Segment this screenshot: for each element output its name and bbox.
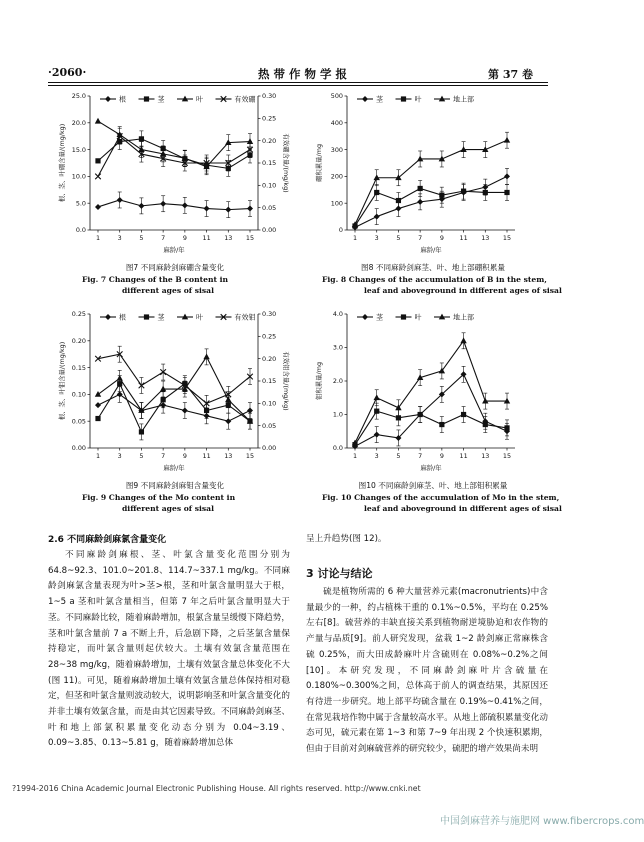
x-tick-label: 13 <box>481 234 490 242</box>
y-tick-label-right: 0.20 <box>262 136 277 145</box>
x-tick-label: 5 <box>139 452 144 460</box>
y-tick-label-left: 10.0 <box>71 172 86 181</box>
chart-fig7 <box>48 90 298 264</box>
x-axis-label: 麻龄/年 <box>420 246 442 254</box>
y-axis-label-left: 根、茎、叶硼含量/(mg/kg) <box>58 123 66 203</box>
data-point <box>95 174 101 180</box>
x-tick-label: 11 <box>459 452 468 460</box>
x-tick-label: 7 <box>418 452 423 460</box>
x-tick-label: 15 <box>502 234 512 242</box>
data-point <box>225 418 231 424</box>
y-tick-label-left: 200 <box>330 172 343 181</box>
x-axis-label: 麻龄/年 <box>163 464 185 472</box>
chart-fig9 <box>48 308 298 482</box>
header-rule-thick <box>48 82 548 83</box>
y-tick-label-left: 0 <box>338 226 343 235</box>
fig9-caption-en-line1: Fig. 9 Changes of the Mo content in <box>82 493 236 502</box>
data-point <box>374 394 380 400</box>
page-number: ·2060· <box>48 66 87 79</box>
fig7-caption-en-line1: Fig. 7 Changes of the B content in <box>82 275 229 284</box>
y-tick-label-left: 0.00 <box>71 444 86 453</box>
y-axis-label-right: 有效硼含量/(mg/kg) <box>282 133 290 193</box>
data-point <box>247 206 253 212</box>
series-2 <box>352 132 510 227</box>
series-line <box>98 357 250 421</box>
data-point <box>95 402 101 408</box>
data-point <box>439 193 444 198</box>
y-axis-label-left: 硼积累量/mg <box>315 144 323 182</box>
y-tick-label-left: 500 <box>330 92 343 101</box>
y-tick-label-left: 0.0 <box>332 444 343 453</box>
x-tick-label: 11 <box>202 452 211 460</box>
legend-label: 根 <box>119 313 126 322</box>
data-point <box>204 206 210 212</box>
legend-label: 地上部 <box>453 95 474 104</box>
y-tick-label-right: 0.25 <box>262 114 277 123</box>
x-tick-label: 1 <box>352 234 358 242</box>
y-tick-label-left: 400 <box>330 119 343 127</box>
fig7-caption-cn: 图7 不同麻龄剑麻硼含量变化 <box>125 263 225 272</box>
series-line <box>355 341 507 443</box>
y-tick-label-right: 0.30 <box>262 92 277 101</box>
data-point <box>374 214 380 220</box>
data-point <box>182 202 188 208</box>
data-point <box>117 375 123 381</box>
x-tick-label: 11 <box>459 234 468 242</box>
chart-fig10 <box>305 308 555 482</box>
x-tick-label: 3 <box>374 234 379 242</box>
y-tick-label-right: 0.00 <box>262 444 277 453</box>
legend <box>100 95 256 104</box>
y-tick-label-right: 0.30 <box>262 310 277 319</box>
fig9-caption-en <box>82 493 235 514</box>
y-tick-label-left: 0.15 <box>71 363 86 372</box>
x-tick-label: 3 <box>117 234 122 242</box>
series-line <box>355 140 507 224</box>
data-point <box>439 422 444 427</box>
section-3-heading: 3 讨论与结论 <box>306 567 373 580</box>
legend-marker <box>144 96 149 101</box>
x-tick-label: 15 <box>245 234 255 242</box>
data-point <box>95 204 101 210</box>
watermark-text: 中国剑麻营养与施肥网 www.fibercrops.com <box>440 816 644 827</box>
data-point <box>139 136 144 141</box>
y-axis-label-left: 根、茎、叶钼含量/(mg/kg) <box>58 341 66 421</box>
data-point <box>95 416 100 421</box>
x-tick-label: 3 <box>374 452 379 460</box>
y-tick-label-left: 15.0 <box>71 145 86 154</box>
data-point <box>95 391 101 397</box>
x-tick-label: 9 <box>439 234 444 242</box>
x-tick-label: 13 <box>481 452 490 460</box>
legend-marker <box>362 314 368 320</box>
y-tick-label-right: 0.25 <box>262 332 277 341</box>
data-point <box>504 137 510 143</box>
x-tick-label: 9 <box>182 234 187 242</box>
y-axis-label-right: 有效钼含量/(mg/kg) <box>282 351 290 411</box>
x-tick-label: 3 <box>117 452 122 460</box>
fig7-caption-en <box>82 275 228 296</box>
y-tick-label-left: 300 <box>330 145 343 154</box>
chart-fig9-svg <box>48 308 298 478</box>
x-tick-label: 5 <box>139 234 144 242</box>
legend-marker <box>401 314 406 319</box>
fig8-caption-en-line2: leaf and aboveground in different ages of sisal <box>364 285 562 295</box>
data-point <box>396 198 401 203</box>
legend-label: 茎 <box>376 313 383 322</box>
y-tick-label-left: 1.0 <box>332 410 343 419</box>
x-axis-label: 麻龄/年 <box>420 464 442 472</box>
fig8-caption-en <box>322 275 562 296</box>
legend-label: 茎 <box>157 313 165 322</box>
data-point <box>461 189 466 194</box>
data-point <box>504 190 509 195</box>
y-tick-label-left: 3.0 <box>332 343 343 352</box>
legend <box>357 313 474 322</box>
legend-label: 叶 <box>196 95 203 104</box>
data-point <box>461 412 466 417</box>
x-tick-label: 1 <box>95 452 101 460</box>
y-tick-label-left: 2.0 <box>332 377 343 386</box>
series-0 <box>352 366 510 449</box>
x-tick-label: 13 <box>224 234 233 242</box>
data-point <box>95 118 101 124</box>
legend-label: 叶 <box>414 95 422 104</box>
data-point <box>504 173 510 179</box>
series-1 <box>352 403 509 447</box>
legend-label: 有效钼 <box>234 313 256 322</box>
chart-fig7-svg <box>48 90 298 260</box>
footer-copyright: ?1994-2016 China Academic Journal Electronic Publishing House. All rights reserved. http://www.cnki.net <box>12 784 421 793</box>
legend-label: 叶 <box>196 313 203 322</box>
section-3-paragraph: 硫是植物所需的 6 种大量营养元素(macronutrients)中含量最少的一种，约占植株干重的 0.1%~0.5%，平均在 0.25%左右[8]。硫营养的丰缺直接关系到植物耐逆境胁迫和农作物的产量与品质[9]。前人研究发现，盆栽 1~2 龄剑麻正常麻株含硫 0.25%，而大田成龄麻叶片含硫则在 0.08%~0.2%之间[10]。本研究发现，不同麻龄剑麻叶片含硫量在 0.180%~0.300%之间，总体高于前人的调查结果，其原因还有待进一步研究。地上部平均硫含量在 0.19%~0.41%之间，在常见栽培作物中属于含量较高水平。从地上部硫积累量变化动态可见，硫元素在第 1~3 和第 7~9 年出现 2 个快速积累期，但由于目前对剑麻硫营养的研究较少，硫肥的增产效果尚未明 <box>306 587 548 755</box>
legend-label: 茎 <box>157 95 165 104</box>
fig10-caption-en-line1: Fig. 10 Changes of the accumulation of Mo in the stem, <box>322 493 560 502</box>
y-tick-label-left: 0.05 <box>71 417 86 426</box>
x-axis-label: 麻龄/年 <box>163 246 185 254</box>
series-2 <box>95 349 253 429</box>
fig10-caption-en-line2: leaf and aboveground in different ages of sisal <box>364 503 562 513</box>
series-0 <box>95 192 253 218</box>
data-point <box>182 407 188 413</box>
x-tick-label: 15 <box>502 452 512 460</box>
data-point <box>374 409 379 414</box>
chart-fig10-svg <box>305 308 555 478</box>
y-tick-label-left: 4.0 <box>332 310 343 319</box>
section-2-6-paragraph: 不同麻龄剑麻根、茎、叶氯含量变化范围分别为 64.8~92.3、101.0~201.8、114.7~337.1 mg/kg。不同麻龄剑麻氯含量表现为叶>茎>根，茎和叶氯含量明显大于根，1~5 a 茎和叶氯含量相当，但第 7 年之后叶氯含量明显大于茎。不同麻龄比较，随着麻龄增加，根氯含量呈缓慢下降趋势，茎和叶氯含量前 7 a 不断上升，后急剧下降，之后茎氯含量保持稳定，而叶氯含量则起伏较大。土壤有效氯含量范围在 28~38 mg/kg，随着麻龄增加，土壤有效氯含量总体变化不大(图 11)。可见，随着麻龄增加土壤有效氯含量总体保持相对稳定，但茎和叶氯含量则波动较大，说明影响茎和叶氯含量变化的并非土壤有效氯含量，而是由其它因素导致。不同麻龄剑麻茎、叶和地上部氯积累量变化动态分别为 0.04~3.19、0.09~3.85、0.13~5.81 g，随着麻龄增加总体 <box>48 550 290 749</box>
y-tick-label-right: 0.20 <box>262 354 277 363</box>
data-point <box>117 197 123 203</box>
fig9-caption-cn: 图9 不同麻龄剑麻钼含量变化 <box>125 481 225 490</box>
y-tick-label-right: 0.10 <box>262 399 277 408</box>
y-tick-label-left: 5.0 <box>75 199 86 208</box>
legend-label: 茎 <box>376 95 383 104</box>
data-point <box>418 186 423 191</box>
series-line <box>355 411 507 445</box>
legend-label: 根 <box>119 95 126 104</box>
section-2-6-continuation: 呈上升趋势(图 12)。 <box>306 534 387 544</box>
y-tick-label-left: 0.20 <box>71 337 86 345</box>
y-tick-label-left: 0.10 <box>71 390 86 399</box>
legend-marker <box>105 96 111 102</box>
legend-marker <box>105 314 111 320</box>
data-point <box>247 407 253 413</box>
y-tick-label-right: 0.00 <box>262 226 277 235</box>
y-tick-label-left: 20.0 <box>71 119 86 127</box>
header-rule-thin <box>48 85 548 86</box>
y-tick-label-left: 0.25 <box>71 310 86 319</box>
fig10-caption-cn: 图10 不同麻龄剑麻茎、叶、地上部钼积累量 <box>358 481 508 490</box>
volume-label: 第 37 卷 <box>488 68 533 81</box>
data-point <box>417 199 423 205</box>
data-point <box>160 201 166 207</box>
y-tick-label-right: 0.15 <box>262 159 277 168</box>
x-tick-label: 7 <box>418 234 423 242</box>
y-tick-label-right: 0.15 <box>262 377 277 386</box>
legend-marker <box>401 96 406 101</box>
x-tick-label: 7 <box>161 452 166 460</box>
data-point <box>95 158 100 163</box>
y-tick-label-right: 0.05 <box>262 203 277 212</box>
chart-fig8 <box>305 90 555 264</box>
x-tick-label: 7 <box>161 234 166 242</box>
fig8-caption-cn: 图8 不同麻龄剑麻茎、叶、地上部硼积累量 <box>361 263 505 272</box>
data-point <box>138 203 144 209</box>
x-tick-label: 1 <box>352 452 358 460</box>
data-point <box>161 397 166 402</box>
data-point <box>203 353 209 359</box>
x-tick-label: 13 <box>224 452 233 460</box>
x-tick-label: 9 <box>182 452 187 460</box>
section-2-6-heading: 2.6 不同麻龄剑麻氯含量变化 <box>48 535 167 545</box>
y-tick-label-right: 0.10 <box>262 181 277 190</box>
y-tick-label-left: 25.0 <box>71 92 86 101</box>
legend <box>357 95 474 104</box>
legend-label: 有效硼 <box>234 95 256 104</box>
data-point <box>225 207 231 213</box>
series-2 <box>352 333 510 446</box>
x-tick-label: 5 <box>396 452 401 460</box>
data-point <box>374 432 380 438</box>
data-point <box>460 337 466 343</box>
legend <box>100 313 256 322</box>
data-point <box>504 425 509 430</box>
data-point <box>483 422 488 427</box>
chart-fig8-svg <box>305 90 555 260</box>
data-point <box>483 190 488 195</box>
y-tick-label-right: 0.05 <box>262 421 277 430</box>
y-tick-label-left: 100 <box>330 199 343 208</box>
y-tick-label-left: 0.0 <box>75 226 86 235</box>
data-point <box>139 429 144 434</box>
fig8-caption-en-line1: Fig. 8 Changes of the accumulation of B in the stem, <box>322 275 547 284</box>
fig9-caption-en-line2: different ages of sisal <box>122 503 214 513</box>
x-tick-label: 15 <box>245 452 255 460</box>
x-tick-label: 9 <box>439 452 444 460</box>
y-axis-label-left: 钼积累量/mg <box>315 362 323 400</box>
legend-marker <box>362 96 368 102</box>
fig7-caption-en-line2: different ages of sisal <box>122 285 214 295</box>
x-tick-label: 11 <box>202 234 211 242</box>
fig10-caption-en <box>322 493 562 514</box>
x-tick-label: 1 <box>95 234 101 242</box>
legend-label: 地上部 <box>453 313 474 322</box>
series-line <box>355 176 507 227</box>
legend-label: 叶 <box>414 313 422 322</box>
legend-marker <box>144 314 149 319</box>
data-point <box>374 190 379 195</box>
x-tick-label: 5 <box>396 234 401 242</box>
data-point <box>418 412 423 417</box>
journal-title: 热 带 作 物 学 报 <box>258 67 348 81</box>
